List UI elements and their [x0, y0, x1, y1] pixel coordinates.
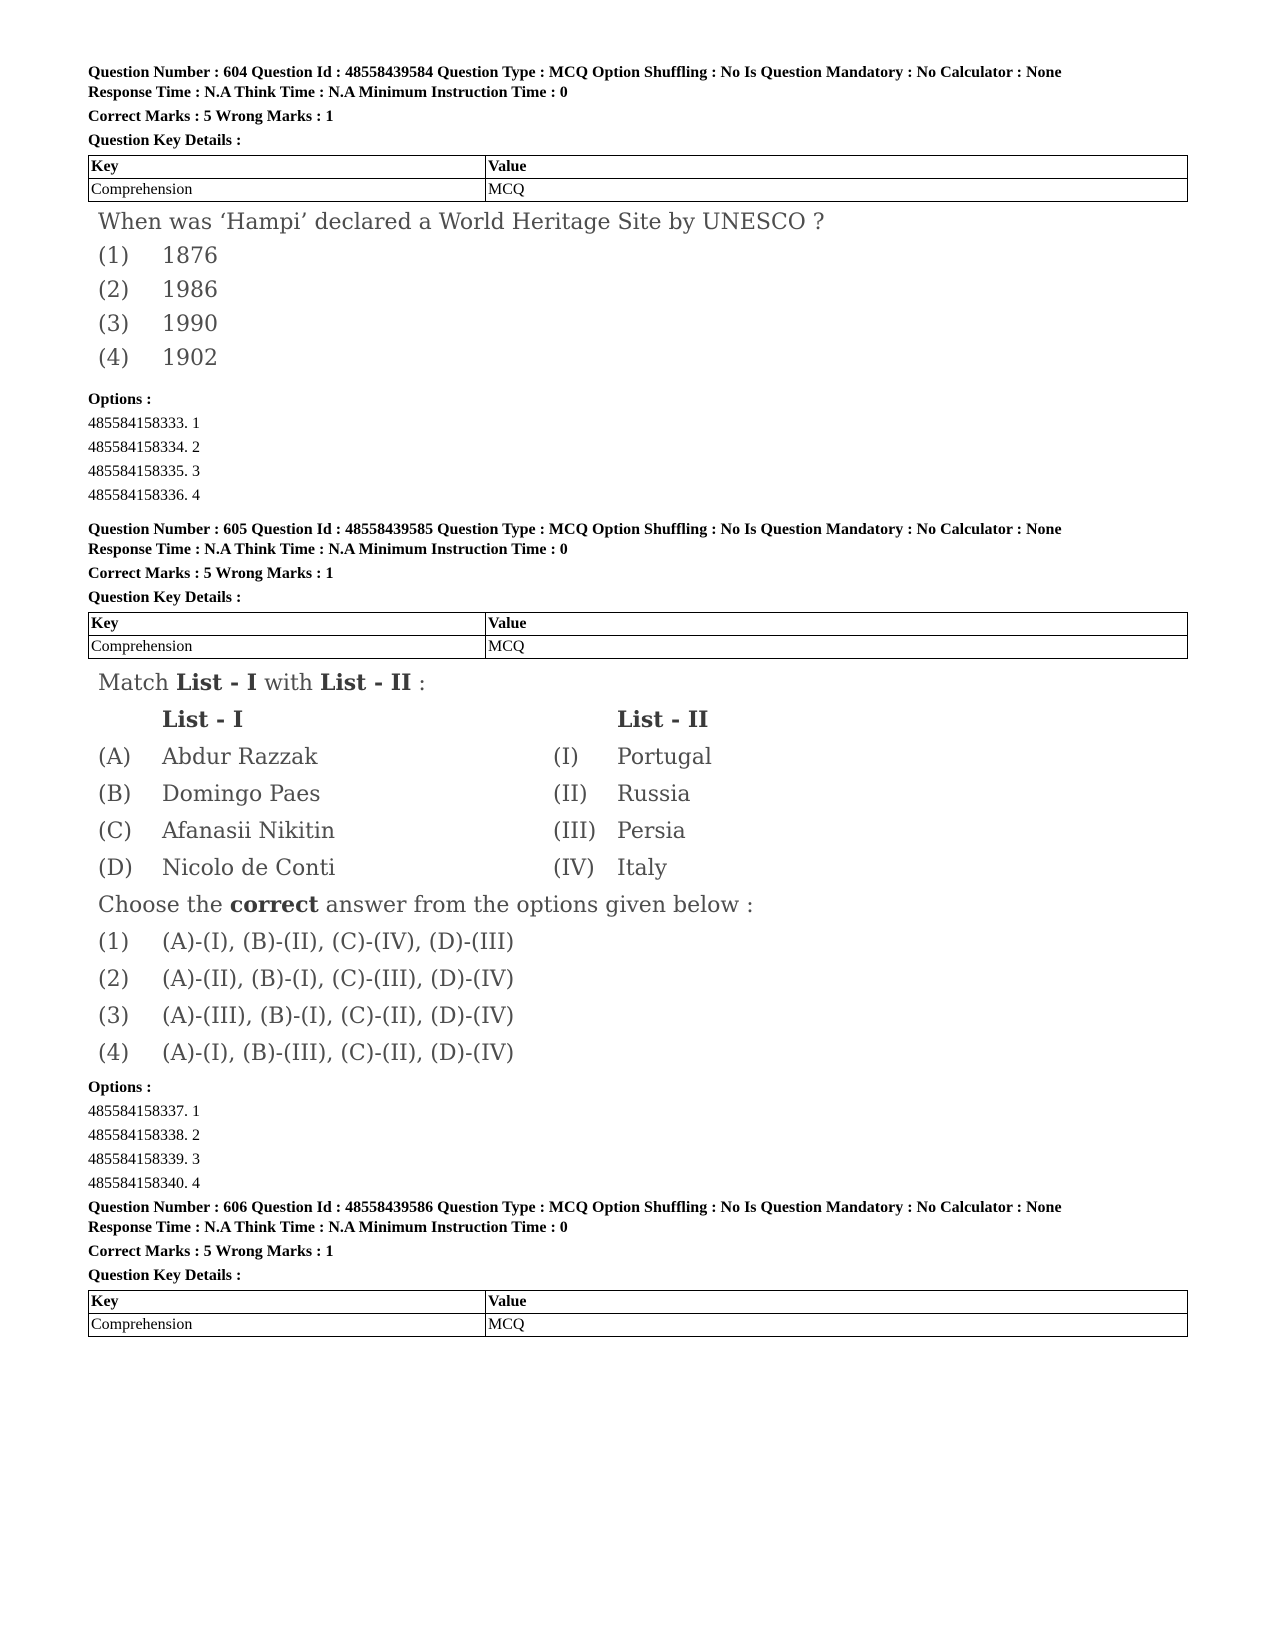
pair-left-text: Nicolo de Conti — [162, 856, 336, 881]
choose-emphasis: correct — [229, 892, 319, 918]
question-marks: Correct Marks : 5 Wrong Marks : 1 — [88, 565, 334, 582]
choice-row — [98, 1035, 1188, 1072]
choice-number: (2) — [98, 967, 130, 992]
pair-left-label: (A) — [98, 745, 132, 770]
choice-text: 1902 — [162, 346, 218, 371]
match-pair-row — [98, 776, 1188, 813]
choice-row — [98, 274, 1188, 308]
choice-row — [98, 308, 1188, 342]
option-item: 485584158337. 1 — [88, 1103, 200, 1120]
match-pair-row — [98, 739, 1188, 776]
choose-text: answer from the options given below : — [318, 893, 754, 918]
table-cell-key: Comprehension — [89, 636, 486, 659]
choice-row — [98, 342, 1188, 376]
pair-right-text: Portugal — [617, 745, 712, 770]
choice-text: (A)-(III), (B)-(I), (C)-(II), (D)-(IV) — [162, 1004, 515, 1029]
question-604 — [88, 63, 1188, 508]
question-marks: Correct Marks : 5 Wrong Marks : 1 — [88, 108, 334, 125]
question-stem: When was ‘Hampi’ declared a World Heritage Site by UNESCO ? — [98, 210, 825, 235]
choice-text: (A)-(II), (B)-(I), (C)-(III), (D)-(IV) — [162, 967, 515, 992]
pair-right-label: (III) — [553, 819, 597, 844]
match-question — [98, 665, 1188, 1072]
table-header-value: Value — [486, 613, 1188, 636]
pair-right-text: Russia — [617, 782, 691, 807]
options-list — [88, 388, 1188, 508]
pair-left-label: (D) — [98, 856, 133, 881]
question-key-details-label: Question Key Details : — [88, 132, 242, 149]
stem-text: Match — [98, 671, 176, 696]
options-title: Options : — [88, 391, 152, 408]
table-header-row — [89, 1291, 1188, 1314]
choice-row — [98, 998, 1188, 1035]
question-key-details-label: Question Key Details : — [88, 589, 242, 606]
table-header-key: Key — [89, 613, 486, 636]
table-cell-key: Comprehension — [89, 179, 486, 202]
choice-text: 1876 — [162, 244, 218, 269]
table-cell-value: MCQ — [486, 1314, 1188, 1337]
pair-right-text: Persia — [617, 819, 686, 844]
list-two-heading: List - II — [617, 707, 709, 733]
choose-instruction — [98, 887, 1188, 924]
pair-right-label: (IV) — [553, 856, 595, 881]
stem-list-one: List - I — [175, 670, 258, 696]
choice-text: (A)-(I), (B)-(II), (C)-(IV), (D)-(III) — [162, 930, 515, 955]
question-meta-line2: Response Time : N.A Think Time : N.A Minimum Instruction Time : 0 — [88, 84, 568, 101]
list-one-heading: List - I — [162, 707, 244, 733]
table-header-value: Value — [486, 156, 1188, 179]
pair-left-label: (B) — [98, 782, 132, 807]
table-row — [89, 636, 1188, 659]
choice-number: (4) — [98, 1041, 130, 1066]
table-header-key: Key — [89, 1291, 486, 1314]
choice-number: (3) — [98, 312, 130, 337]
choice-row — [98, 961, 1188, 998]
pair-left-label: (C) — [98, 819, 132, 844]
question-meta-line1: Question Number : 604 Question Id : 48558439584 Question Type : MCQ Option Shuffling : No Is Question Mandatory : No Calculator : None — [88, 64, 1062, 81]
question-stem — [98, 665, 1188, 702]
table-row — [89, 179, 1188, 202]
key-value-table — [88, 1290, 1188, 1337]
choice-number: (1) — [98, 244, 130, 269]
option-item: 485584158333. 1 — [88, 415, 200, 432]
options-list — [88, 1076, 1188, 1196]
choice-text: (A)-(I), (B)-(III), (C)-(II), (D)-(IV) — [162, 1041, 515, 1066]
option-item: 485584158338. 2 — [88, 1127, 200, 1144]
option-item: 485584158336. 4 — [88, 487, 200, 504]
options-title: Options : — [88, 1079, 152, 1096]
pair-left-text: Afanasii Nikitin — [162, 819, 336, 844]
choice-row — [98, 240, 1188, 274]
question-meta-line2: Response Time : N.A Think Time : N.A Minimum Instruction Time : 0 — [88, 541, 568, 558]
question-meta-line1: Question Number : 606 Question Id : 48558439586 Question Type : MCQ Option Shuffling : No Is Question Mandatory : No Calculator : None — [88, 1199, 1062, 1216]
question-meta-line2: Response Time : N.A Think Time : N.A Minimum Instruction Time : 0 — [88, 1219, 568, 1236]
table-header-value: Value — [486, 1291, 1188, 1314]
question-606 — [88, 1198, 1188, 1337]
match-pair-row — [98, 813, 1188, 850]
table-header-row — [89, 613, 1188, 636]
stem-text: with — [257, 671, 320, 696]
table-row — [89, 1314, 1188, 1337]
choice-text: 1986 — [162, 278, 218, 303]
option-item: 485584158339. 3 — [88, 1151, 200, 1168]
stem-list-two: List - II — [319, 670, 412, 696]
choice-number: (1) — [98, 930, 130, 955]
choice-number: (3) — [98, 1004, 130, 1029]
pair-left-text: Domingo Paes — [162, 782, 321, 807]
pair-right-label: (II) — [553, 782, 588, 807]
list-headings — [98, 702, 1188, 739]
choice-number: (4) — [98, 346, 130, 371]
table-cell-value: MCQ — [486, 179, 1188, 202]
choice-number: (2) — [98, 278, 130, 303]
table-header-row — [89, 156, 1188, 179]
choice-text: 1990 — [162, 312, 218, 337]
pair-right-label: (I) — [553, 745, 579, 770]
question-key-details-label: Question Key Details : — [88, 1267, 242, 1284]
stem-text: : — [411, 671, 426, 696]
question-meta-line1: Question Number : 605 Question Id : 48558439585 Question Type : MCQ Option Shuffling : No Is Question Mandatory : No Calculator : None — [88, 521, 1062, 538]
table-cell-key: Comprehension — [89, 1314, 486, 1337]
option-item: 485584158340. 4 — [88, 1175, 200, 1192]
option-item: 485584158334. 2 — [88, 439, 200, 456]
question-content — [98, 206, 1188, 376]
option-item: 485584158335. 3 — [88, 463, 200, 480]
choose-text: Choose the — [98, 893, 230, 918]
match-pair-row — [98, 850, 1188, 887]
table-header-key: Key — [89, 156, 486, 179]
table-cell-value: MCQ — [486, 636, 1188, 659]
question-605 — [88, 520, 1188, 1196]
key-value-table — [88, 612, 1188, 659]
pair-left-text: Abdur Razzak — [162, 745, 318, 770]
question-marks: Correct Marks : 5 Wrong Marks : 1 — [88, 1243, 334, 1260]
choice-row — [98, 924, 1188, 961]
pair-right-text: Italy — [617, 856, 668, 881]
key-value-table — [88, 155, 1188, 202]
